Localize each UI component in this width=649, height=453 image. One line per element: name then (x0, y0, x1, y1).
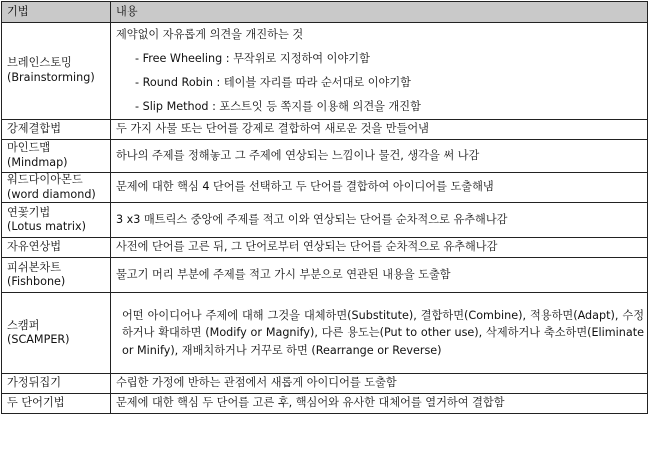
content-cell (111, 140, 648, 173)
technique-cell (2, 238, 111, 258)
content-cell (111, 238, 648, 258)
content-paragraph: 어떤 아이디어나 주제에 대해 그것을 대체하면(Substitute), 결합하면(Combine), 적용하면(Adapt), 수정하거나 확대하면 (Modify or Magnify), 다른 용도는(Put to other use), 삭제하거나 축소하면(Eliminate or Minify), 재배치하거나 거꾸로 하면 (Rearrange or Reverse) (122, 308, 644, 357)
technique-name: 강제결합법 (7, 122, 62, 136)
technique-cell (2, 23, 111, 120)
technique-name: 피쉬본차트 (7, 260, 62, 274)
content-cell (111, 374, 648, 394)
content-line: 제약없이 자유롭게 의견을 개진하는 것 (116, 28, 304, 41)
technique-name: 자유연상법 (7, 240, 62, 254)
content-cell (111, 394, 648, 414)
technique-name: 워드다이아몬드 (7, 173, 83, 186)
technique-name-en: (SCAMPER) (7, 333, 70, 347)
table-row-scamper (2, 293, 648, 374)
table-header-row (2, 2, 648, 23)
content-line: - Free Wheeling : 무작위로 지정하여 이야기함 (135, 52, 370, 65)
technique-name: 가정뒤집기 (7, 376, 62, 390)
table-row-assumption-reversal (2, 374, 648, 394)
content-line: - Round Robin : 테이블 자리를 따라 순서대로 이야기함 (135, 76, 411, 89)
content-line: 문제에 대한 핵심 4 단어를 선택하고 두 단어를 결합하여 아이디어를 도출해냄 (116, 180, 494, 194)
technique-name-en: (Mindmap) (7, 156, 68, 169)
content-cell (111, 23, 648, 120)
content-cell (111, 173, 648, 203)
technique-name: 두 단어기법 (7, 396, 65, 410)
table-row-word-diamond (2, 173, 648, 203)
table-row-two-words (2, 394, 648, 414)
technique-name-en: (Brainstorming) (7, 71, 95, 84)
content-line: 문제에 대한 핵심 두 단어를 고른 후, 핵심어와 유사한 대체어를 열거하여 결합함 (116, 396, 505, 410)
technique-cell (2, 374, 111, 394)
technique-name: 연꽃기법 (7, 205, 51, 219)
technique-name: 스캠퍼 (7, 318, 40, 332)
content-line: 물고기 머리 부분에 주제를 적고 가시 부분으로 연관된 내용을 도출함 (116, 267, 451, 281)
technique-cell (2, 203, 111, 238)
content-line: 두 가지 사물 또는 단어를 강제로 결합하여 새로운 것을 만들어냄 (116, 122, 429, 136)
content-cell (111, 258, 648, 293)
content-cell (111, 293, 648, 374)
header-technique: 기법 (2, 2, 111, 23)
table-row-brainstorming (2, 23, 648, 120)
table-row-mindmap (2, 140, 648, 173)
content-line: 사전에 단어를 고른 뒤, 그 단어로부터 연상되는 단어를 순차적으로 유추해나감 (116, 240, 498, 254)
technique-cell (2, 173, 111, 203)
content-line: 수립한 가정에 반하는 관점에서 새롭게 아이디어를 도출함 (116, 376, 397, 390)
technique-cell (2, 120, 111, 140)
content-line: 하나의 주제를 정해놓고 그 주제에 연상되는 느낌이나 물건, 생각을 써 나감 (116, 148, 480, 162)
content-cell (111, 120, 648, 140)
table-row-lotus-matrix (2, 203, 648, 238)
content-line: - Slip Method : 포스트잇 등 쪽지를 이용해 의견을 개진함 (135, 100, 421, 113)
technique-name: 마인드맵 (7, 141, 51, 155)
technique-name-en: (Lotus matrix) (7, 220, 86, 234)
technique-name-en: (word diamond) (7, 187, 96, 201)
table-row-fishbone (2, 258, 648, 293)
content-line: 3 x3 매트릭스 중앙에 주제를 적고 이와 연상되는 단어를 순차적으로 유추해나감 (116, 212, 508, 226)
table-row-forced-connection (2, 120, 648, 140)
technique-cell (2, 394, 111, 414)
technique-name-en: (Fishbone) (7, 275, 66, 289)
technique-cell (2, 293, 111, 374)
table-row-free-association (2, 238, 648, 258)
technique-cell (2, 258, 111, 293)
technique-cell (2, 140, 111, 173)
technique-name: 브레인스토밍 (7, 56, 72, 70)
content-cell (111, 203, 648, 238)
idea-techniques-table (1, 1, 648, 414)
header-content: 내용 (111, 2, 648, 23)
